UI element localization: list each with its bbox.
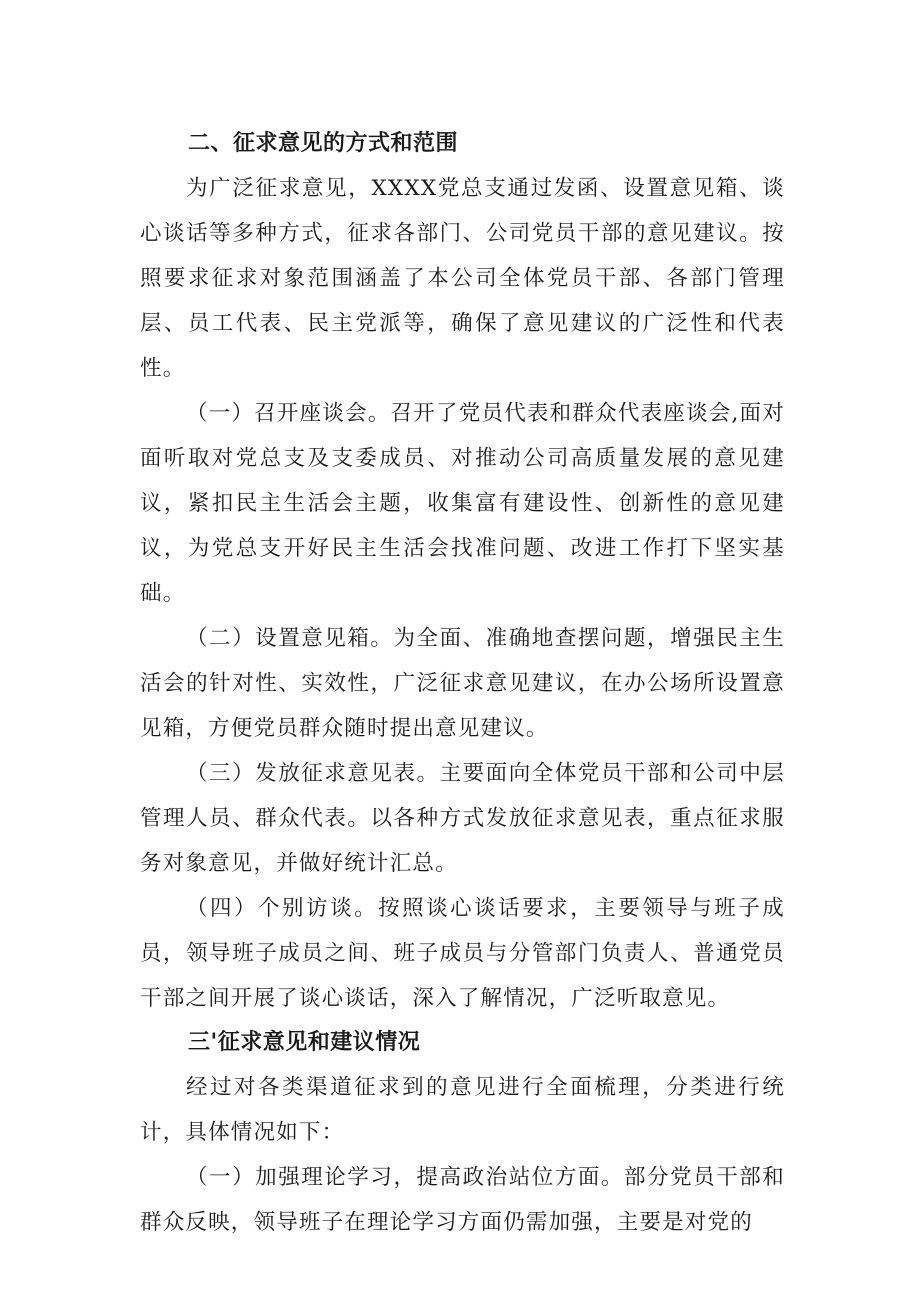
paragraph-theory-study: （一）加强理论学习，提高政治站位方面。部分党员干部和群众反映，领导班子在理论学习方面仍需加强，主要是对党的 [140, 1165, 785, 1235]
paragraph-overview: 为广泛征求意见，XXXX党总支通过发函、设置意见箱、谈心谈话等多种方式，征求各部门、公司党员干部的意见建议。按照要求征求对象范围涵盖了本公司全体党员干部、各部门管理层、员工代表、民主党派等，确保了意见建议的广泛性和代表性。 [140, 176, 785, 381]
paragraph-interviews: （四）个别访谈。按照谈心谈话要求，主要领导与班子成员，领导班子成员之间、班子成员与分管部门负责人、普通党员干部之间开展了谈心谈话，深入了解情况，广泛听取意见。 [140, 896, 785, 1011]
document-body [140, 122, 785, 1245]
section-heading-scope: 二、征求意见的方式和范围 [188, 131, 459, 156]
paragraph-symposium: （一）召开座谈会。召开了党员代表和群众代表座谈会,面对面听取对党总支及支委成员、对推动公司高质量发展的意见建议，紧扣民主生活会主题，收集富有建设性、创新性的意见建议，为党总支开好民主生活会找准问题、改进工作打下坚实基础。 [140, 401, 785, 606]
paragraph-summary: 经过对各类渠道征求到的意见进行全面梳理，分类进行统计，具体情况如下： [140, 1075, 785, 1145]
section-heading-feedback: 三'征求意见和建议情况 [188, 1030, 421, 1055]
paragraph-questionnaire: （三）发放征求意见表。主要面向全体党员干部和公司中层管理人员、群众代表。以各种方式发放征求意见表，重点征求服务对象意见，并做好统计汇总。 [140, 761, 785, 876]
paragraph-opinion-box: （二）设置意见箱。为全面、准确地查摆问题，增强民主生活会的针对性、实效性，广泛征求意见建议，在办公场所设置意见箱，方便党员群众随时提出意见建议。 [140, 626, 785, 741]
